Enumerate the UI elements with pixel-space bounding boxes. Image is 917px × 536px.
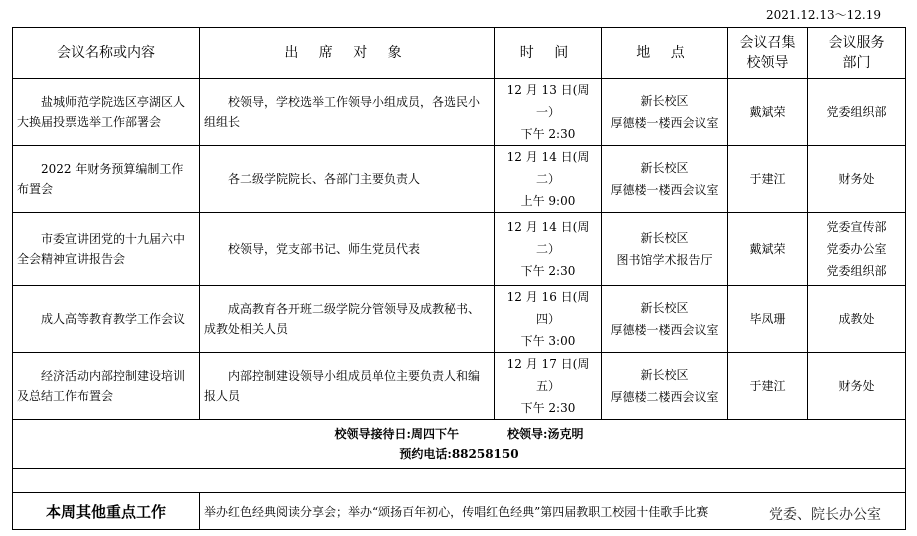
meeting-room: 厚德楼一楼西会议室 <box>610 183 719 197</box>
header-name: 会议名称或内容 <box>13 28 200 79</box>
meeting-name <box>13 353 200 420</box>
reception-line1 <box>17 424 901 444</box>
meeting-leader: 于建江 <box>728 353 808 420</box>
meeting-time <box>495 353 602 420</box>
meeting-place <box>602 79 728 146</box>
meeting-date: 12 月 13 日(周一） <box>506 83 590 119</box>
meeting-time <box>495 286 602 353</box>
meeting-leader: 戴斌荣 <box>728 79 808 146</box>
meeting-attendees: 各二级学院院长、各部门主要负责人 <box>200 146 495 213</box>
meeting-place <box>602 286 728 353</box>
meeting-name-text: 经济活动内部控制建设培训及总结工作布置会 <box>17 369 186 403</box>
header-attendees: 出 席 对 象 <box>200 28 495 79</box>
meeting-dept-item: 成教处 <box>838 312 875 326</box>
reception-leader-value: 汤克明 <box>547 427 584 441</box>
meeting-leader: 戴斌荣 <box>728 213 808 286</box>
meeting-dept <box>808 286 906 353</box>
reception-phone-label: 预约电话: <box>399 447 452 461</box>
meeting-attendees: 内部控制建设领导小组成员单位主要负责人和编报人员 <box>200 353 495 420</box>
table-row <box>13 79 906 146</box>
meeting-leader: 于建江 <box>728 146 808 213</box>
reception-phone-value: 88258150 <box>451 447 519 461</box>
meeting-attendees: 校领导，党支部书记、师生党员代表 <box>200 213 495 286</box>
meeting-name-text: 2022 年财务预算编制工作布置会 <box>17 162 184 196</box>
meeting-name <box>13 146 200 213</box>
meeting-date: 12 月 17 日(周五） <box>506 357 590 393</box>
meeting-leader: 毕凤珊 <box>728 286 808 353</box>
meeting-dept <box>808 146 906 213</box>
reception-day-value: 周四下午 <box>410 427 459 441</box>
meeting-date: 12 月 14 日(周二） <box>506 220 590 256</box>
meeting-room: 厚德楼一楼西会议室 <box>610 116 719 130</box>
header-dept-line2: 部门 <box>842 55 871 71</box>
other-work-text: 举办红色经典阅读分享会；举办“颂扬百年初心，传唱红色经典”第四届教职工校园十佳歌手比赛 <box>200 493 906 530</box>
meeting-name-text: 市委宣讲团党的十九届六中全会精神宣讲报告会 <box>17 232 186 266</box>
other-work-label: 本周其他重点工作 <box>13 493 200 530</box>
reception-line2 <box>17 444 901 464</box>
table-row <box>13 213 906 286</box>
header-leader-line1: 会议召集 <box>739 35 796 51</box>
meeting-attendees: 校领导，学校选举工作领导小组成员，各选民小组组长 <box>200 79 495 146</box>
meeting-campus: 新长校区 <box>640 161 689 175</box>
meeting-room: 图书馆学术报告厅 <box>616 253 713 267</box>
meeting-room: 厚德楼一楼西会议室 <box>610 323 719 337</box>
meeting-place <box>602 353 728 420</box>
blank-cell <box>13 469 906 493</box>
header-row <box>13 28 906 79</box>
meeting-place <box>602 213 728 286</box>
meeting-hour: 下午 2:30 <box>520 264 576 278</box>
table-row <box>13 353 906 420</box>
meeting-dept-item: 党委组织部 <box>826 264 887 278</box>
meeting-schedule-table <box>12 27 906 530</box>
reception-day-label: 校领导接待日: <box>334 427 411 441</box>
meeting-campus: 新长校区 <box>640 94 689 108</box>
meeting-dept <box>808 213 906 286</box>
header-time: 时 间 <box>495 28 602 79</box>
meeting-name-text: 成人高等教育教学工作会议 <box>41 312 186 326</box>
reception-leader-label: 校领导: <box>507 427 548 441</box>
meeting-campus: 新长校区 <box>640 368 689 382</box>
header-leader <box>728 28 808 79</box>
meeting-room: 厚德楼二楼西会议室 <box>610 390 719 404</box>
header-place: 地 点 <box>602 28 728 79</box>
table-row <box>13 286 906 353</box>
meeting-campus: 新长校区 <box>640 301 689 315</box>
header-dept-line1: 会议服务 <box>828 35 885 51</box>
meeting-dept <box>808 353 906 420</box>
meeting-hour: 下午 2:30 <box>520 127 576 141</box>
issuer-footer: 党委、院长办公室 <box>769 507 881 523</box>
table-row <box>13 146 906 213</box>
meeting-time <box>495 213 602 286</box>
blank-row <box>13 469 906 493</box>
meeting-hour: 下午 3:00 <box>520 334 576 348</box>
reception-row <box>13 420 906 469</box>
meeting-dept-item: 财务处 <box>838 379 875 393</box>
meeting-name <box>13 286 200 353</box>
meeting-date: 12 月 14 日(周二） <box>506 150 590 186</box>
meeting-dept-item: 党委宣传部 <box>826 220 887 234</box>
meeting-name-text: 盐城师范学院选区亭湖区人大换届投票选举工作部署会 <box>17 95 186 129</box>
meeting-time <box>495 146 602 213</box>
meeting-hour: 上午 9:00 <box>520 194 576 208</box>
meeting-hour: 下午 2:30 <box>520 401 576 415</box>
meeting-time <box>495 79 602 146</box>
meeting-place <box>602 146 728 213</box>
date-range: 2021.12.13～12.19 <box>765 8 881 22</box>
header-leader-line2: 校领导 <box>746 55 789 71</box>
meeting-campus: 新长校区 <box>640 231 689 245</box>
meeting-dept-item: 党委组织部 <box>826 105 887 119</box>
meeting-dept-item: 党委办公室 <box>826 242 887 256</box>
reception-info <box>13 420 906 469</box>
meeting-dept-item: 财务处 <box>838 172 875 186</box>
meeting-date: 12 月 16 日(周四） <box>506 290 590 326</box>
header-dept <box>808 28 906 79</box>
meeting-name <box>13 213 200 286</box>
meeting-name <box>13 79 200 146</box>
meeting-dept <box>808 79 906 146</box>
meeting-attendees: 成高教育各开班二级学院分管领导及成教秘书、成教处相关人员 <box>200 286 495 353</box>
